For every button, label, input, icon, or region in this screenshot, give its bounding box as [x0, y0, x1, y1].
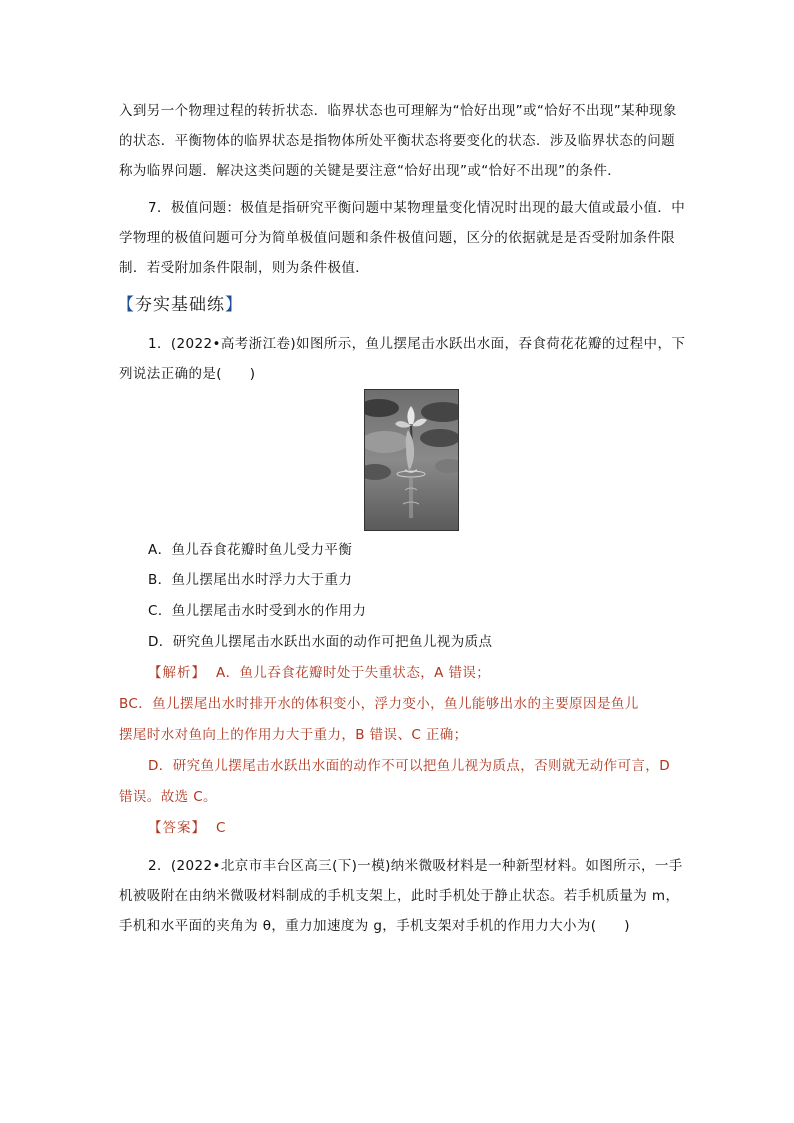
answer-label: 【答案】	[148, 820, 206, 836]
q1-stem-line-2: 列说法正确的是( )	[119, 366, 256, 382]
q1-analysis-line-3: 摆尾时水对鱼向上的作用力大于重力，B 错误、C 正确；	[119, 727, 468, 743]
q1-stem-line-1: 1．(2022•高考浙江卷)如图所示，鱼儿摆尾击水跃出水面，吞食荷花花瓣的过程中，下	[148, 336, 686, 352]
q2-stem-line-2: 机被吸附在由纳米微吸材料制成的手机支架上，此时手机处于静止状态。若手机质量为 m，	[119, 888, 680, 904]
q1-answer-line	[148, 818, 708, 838]
q1-option-d: D．研究鱼儿摆尾击水跃出水面的动作可把鱼儿视为质点	[148, 634, 493, 650]
section-heading	[117, 290, 243, 315]
q2-stem-line-3: 手机和水平面的夹角为 θ，重力加速度为 g，手机支架对手机的作用力大小为( )	[119, 918, 630, 934]
item7-line-1: 7．极值问题：极值是指研究平衡问题中某物理量变化情况时出现的最大值或最小值．中	[148, 200, 686, 216]
analysis-text-1: A．鱼儿吞食花瓣时处于失重状态，A 错误；	[216, 665, 491, 681]
section-title: 夯实基础练	[135, 295, 225, 315]
intro-line-3: 称为临界问题．解决这类问题的关键是要注意“恰好出现”或“恰好不出现”的条件．	[119, 163, 622, 179]
q1-option-b: B．鱼儿摆尾出水时浮力大于重力	[148, 572, 353, 588]
q1-analysis-line-2: BC．鱼儿摆尾出水时排开水的体积变小，浮力变小，鱼儿能够出水的主要原因是鱼儿	[119, 696, 639, 712]
analysis-label: 【解析】	[148, 665, 206, 681]
item7-line-3: 制．若受附加条件限制，则为条件极值．	[119, 260, 370, 276]
answer-value: C	[216, 820, 226, 836]
intro-line-2: 的状态．平衡物体的临界状态是指物体所处平衡状态将要变化的状态．涉及临界状态的问题	[119, 133, 675, 149]
fish-lotus-photo	[364, 389, 459, 531]
q1-analysis-line-1	[148, 663, 708, 683]
q1-analysis-line-5: 错误。故选 C。	[119, 789, 217, 805]
q1-analysis-line-4: D．研究鱼儿摆尾击水跃出水面的动作不可以把鱼儿视为质点，否则就无动作可言，D	[148, 758, 670, 774]
q1-option-c: C．鱼儿摆尾击水时受到水的作用力	[148, 603, 367, 619]
q2-stem-line-1: 2．(2022•北京市丰台区高三(下)一模)纳米微吸材料是一种新型材料。如图所示，一手	[148, 858, 683, 874]
intro-line-1: 入到另一个物理过程的转折状态．临界状态也可理解为“恰好出现”或“恰好不出现”某种现象	[119, 103, 677, 119]
section-bracket-close: 】	[225, 295, 243, 315]
section-bracket-open: 【	[117, 295, 135, 315]
fish-lotus-photo-graphic	[365, 390, 458, 530]
item7-line-2: 学物理的极值问题可分为简单极值问题和条件极值问题，区分的依据就是是否受附加条件限	[119, 230, 675, 246]
q1-option-a: A．鱼儿吞食花瓣时鱼儿受力平衡	[148, 542, 353, 558]
